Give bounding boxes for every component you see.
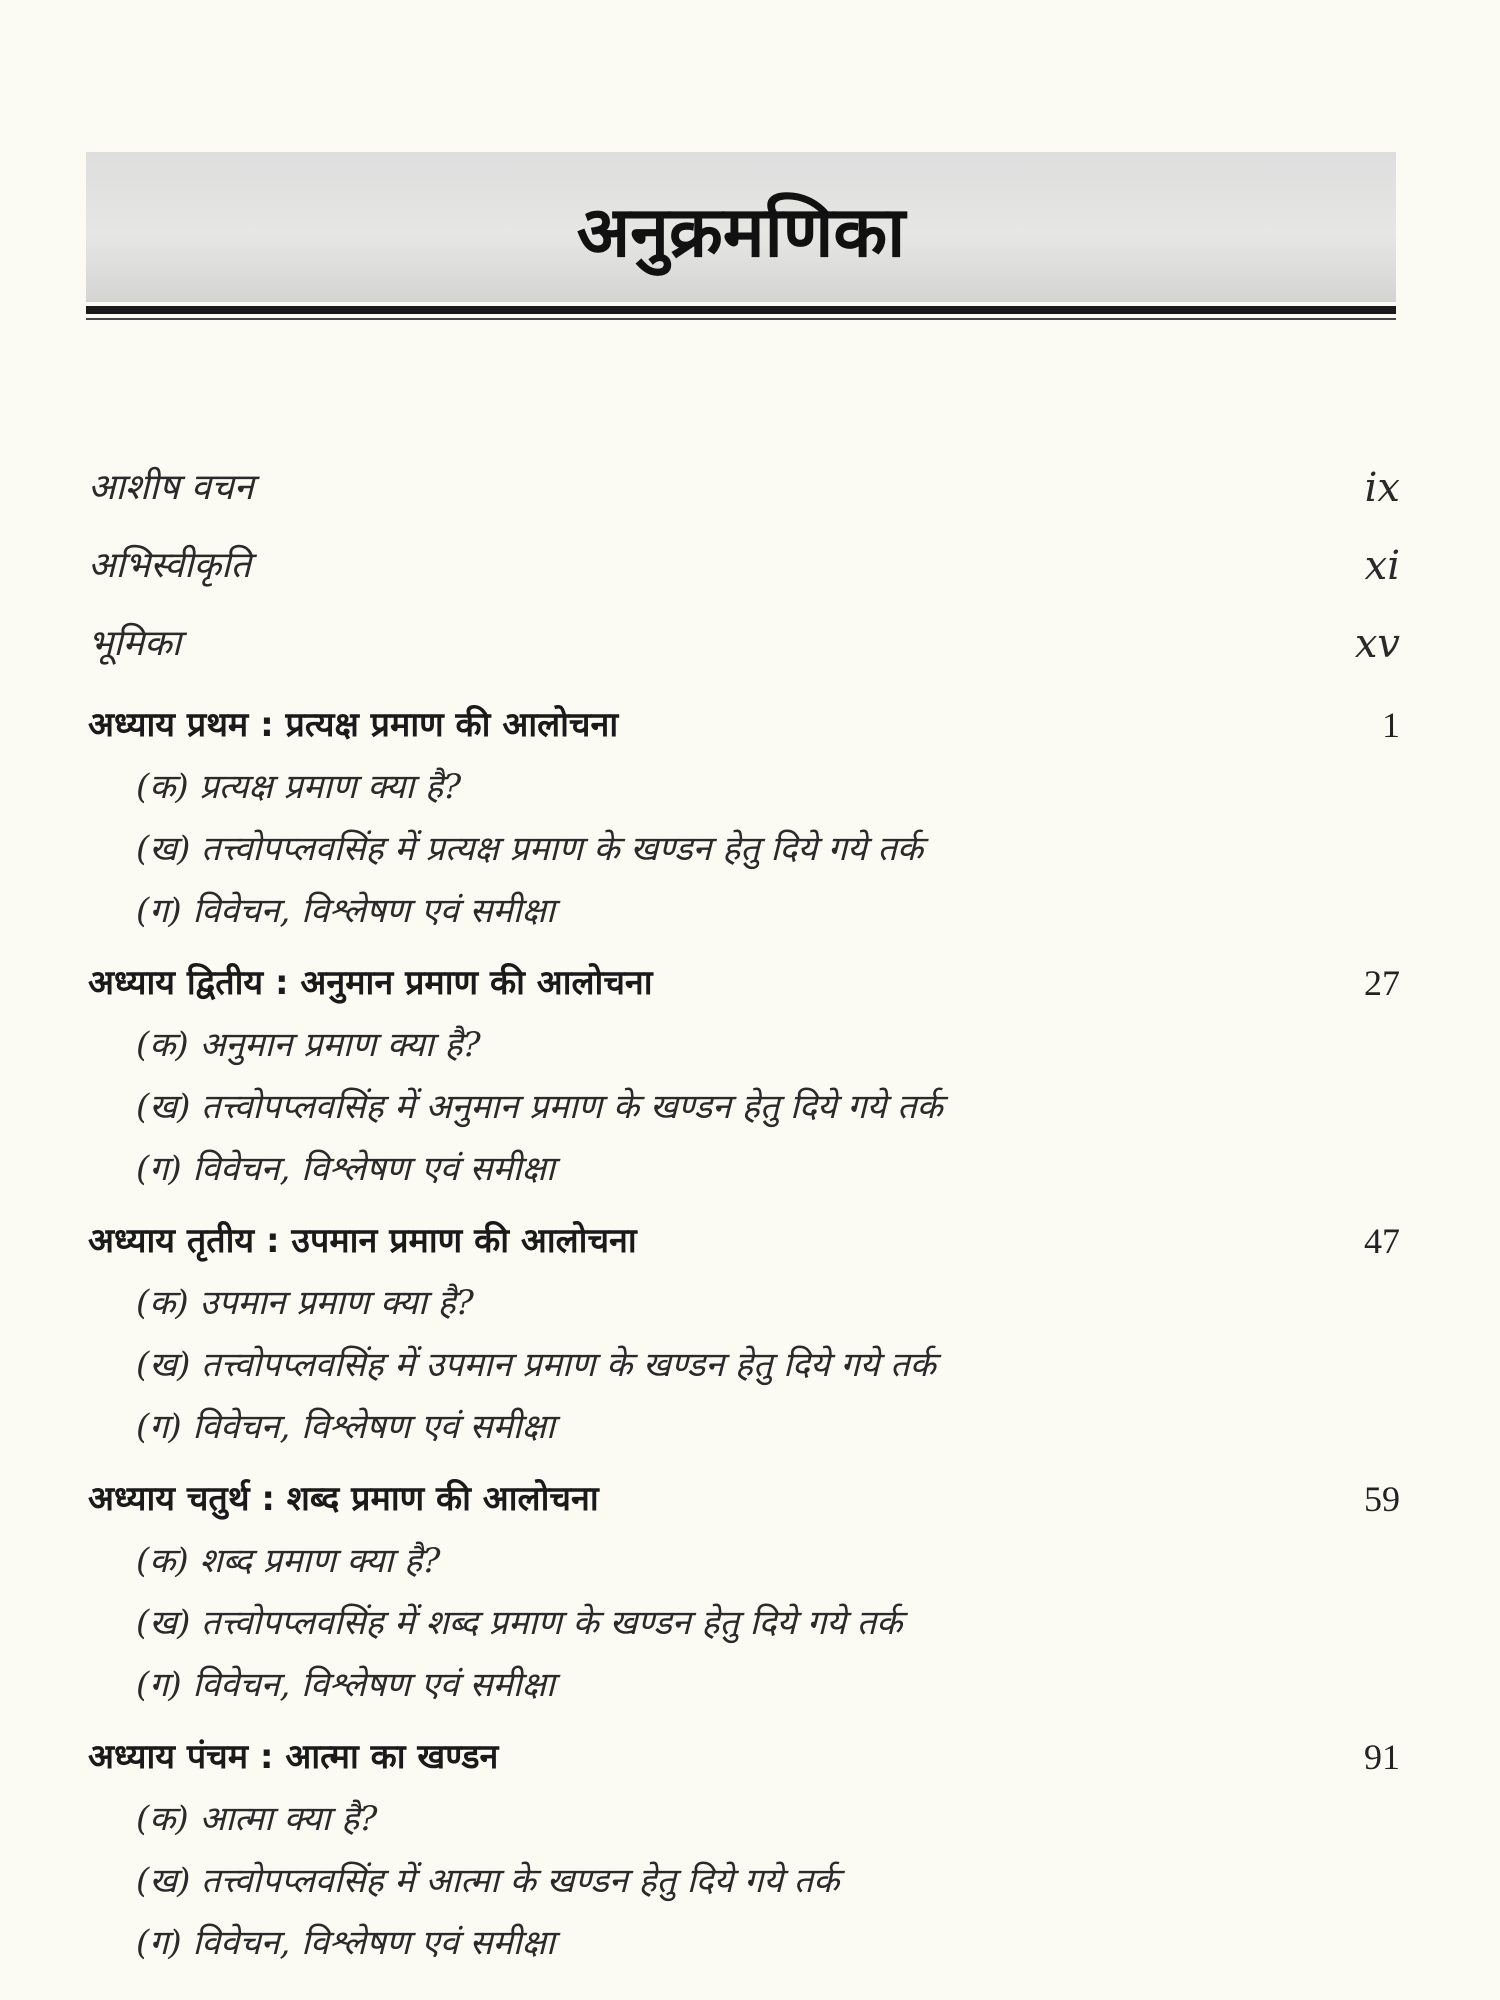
title-rule-thick — [86, 306, 1396, 314]
spacer — [88, 1716, 1400, 1726]
chapter-subsection: (ग) विवेचन, विश्लेषण एवं समीक्षा — [136, 891, 555, 931]
toc-entry-front-matter — [88, 616, 1400, 694]
title-rule-thin — [86, 318, 1396, 320]
toc-page-number: xi — [1364, 543, 1400, 589]
chapter-heading-row — [88, 1210, 1400, 1272]
toc-chapter-2 — [88, 952, 1400, 1200]
chapter-subsection: (ख) तत्त्वोपप्लवसिंह में आत्मा के खण्डन हेतु दिये गये तर्क — [136, 1861, 840, 1901]
toc-page-number: 1 — [1382, 705, 1400, 745]
table-of-contents — [88, 460, 1400, 1974]
chapter-title: अध्याय तृतीय : उपमान प्रमाण की आलोचना — [88, 1221, 637, 1261]
chapter-subsection: (ख) तत्त्वोपप्लवसिंह में अनुमान प्रमाण के खण्डन हेतु दिये गये तर्क — [136, 1087, 943, 1127]
chapter-subsection: (क) अनुमान प्रमाण क्या है? — [136, 1025, 481, 1065]
toc-page-number: 47 — [1364, 1221, 1400, 1261]
chapter-heading-row — [88, 694, 1400, 756]
chapter-subsection: (क) उपमान प्रमाण क्या है? — [136, 1283, 474, 1323]
chapter-heading-row — [88, 952, 1400, 1014]
chapter-subsection: (क) शब्द प्रमाण क्या है? — [136, 1541, 441, 1581]
chapter-heading-row — [88, 1468, 1400, 1530]
spacer — [88, 942, 1400, 952]
chapter-subsection: (ग) विवेचन, विश्लेषण एवं समीक्षा — [136, 1923, 555, 1963]
toc-page-number: 27 — [1364, 963, 1400, 1003]
toc-page-number: 59 — [1364, 1479, 1400, 1519]
toc-entry-label: भूमिका — [88, 623, 182, 664]
toc-entry-label: अभिस्वीकृति — [88, 545, 251, 586]
chapter-heading-row — [88, 1726, 1400, 1788]
toc-page-number: xv — [1354, 621, 1400, 667]
toc-chapter-3 — [88, 1210, 1400, 1458]
toc-entry-label: आशीष वचन — [88, 467, 254, 508]
chapter-subsection: (क) आत्मा क्या है? — [136, 1799, 378, 1839]
page-title: अनुक्रमणिका — [576, 191, 906, 273]
title-banner — [86, 152, 1396, 302]
toc-entry-front-matter — [88, 460, 1400, 538]
spacer — [88, 1200, 1400, 1210]
chapter-subsection: (ग) विवेचन, विश्लेषण एवं समीक्षा — [136, 1665, 555, 1705]
chapter-title: अध्याय पंचम : आत्मा का खण्डन — [88, 1737, 499, 1777]
toc-page-number: ix — [1364, 465, 1400, 511]
chapter-subsection: (ग) विवेचन, विश्लेषण एवं समीक्षा — [136, 1407, 555, 1447]
chapter-subsection: (ख) तत्त्वोपप्लवसिंह में प्रत्यक्ष प्रमाण के खण्डन हेतु दिये गये तर्क — [136, 829, 924, 869]
chapter-subsection: (क) प्रत्यक्ष प्रमाण क्या है? — [136, 767, 462, 807]
chapter-title: अध्याय द्वितीय : अनुमान प्रमाण की आलोचना — [88, 963, 653, 1003]
toc-entry-front-matter — [88, 538, 1400, 616]
chapter-subsection: (ख) तत्त्वोपप्लवसिंह में उपमान प्रमाण के खण्डन हेतु दिये गये तर्क — [136, 1345, 936, 1385]
chapter-subsection: (ख) तत्त्वोपप्लवसिंह में शब्द प्रमाण के खण्डन हेतु दिये गये तर्क — [136, 1603, 903, 1643]
chapter-title: अध्याय प्रथम : प्रत्यक्ष प्रमाण की आलोचना — [88, 705, 619, 745]
toc-chapter-4 — [88, 1468, 1400, 1716]
chapter-subsection: (ग) विवेचन, विश्लेषण एवं समीक्षा — [136, 1149, 555, 1189]
spacer — [88, 1458, 1400, 1468]
toc-chapter-1 — [88, 694, 1400, 942]
chapter-title: अध्याय चतुर्थ : शब्द प्रमाण की आलोचना — [88, 1479, 599, 1519]
toc-chapter-5 — [88, 1726, 1400, 1974]
toc-page-number: 91 — [1364, 1737, 1400, 1777]
